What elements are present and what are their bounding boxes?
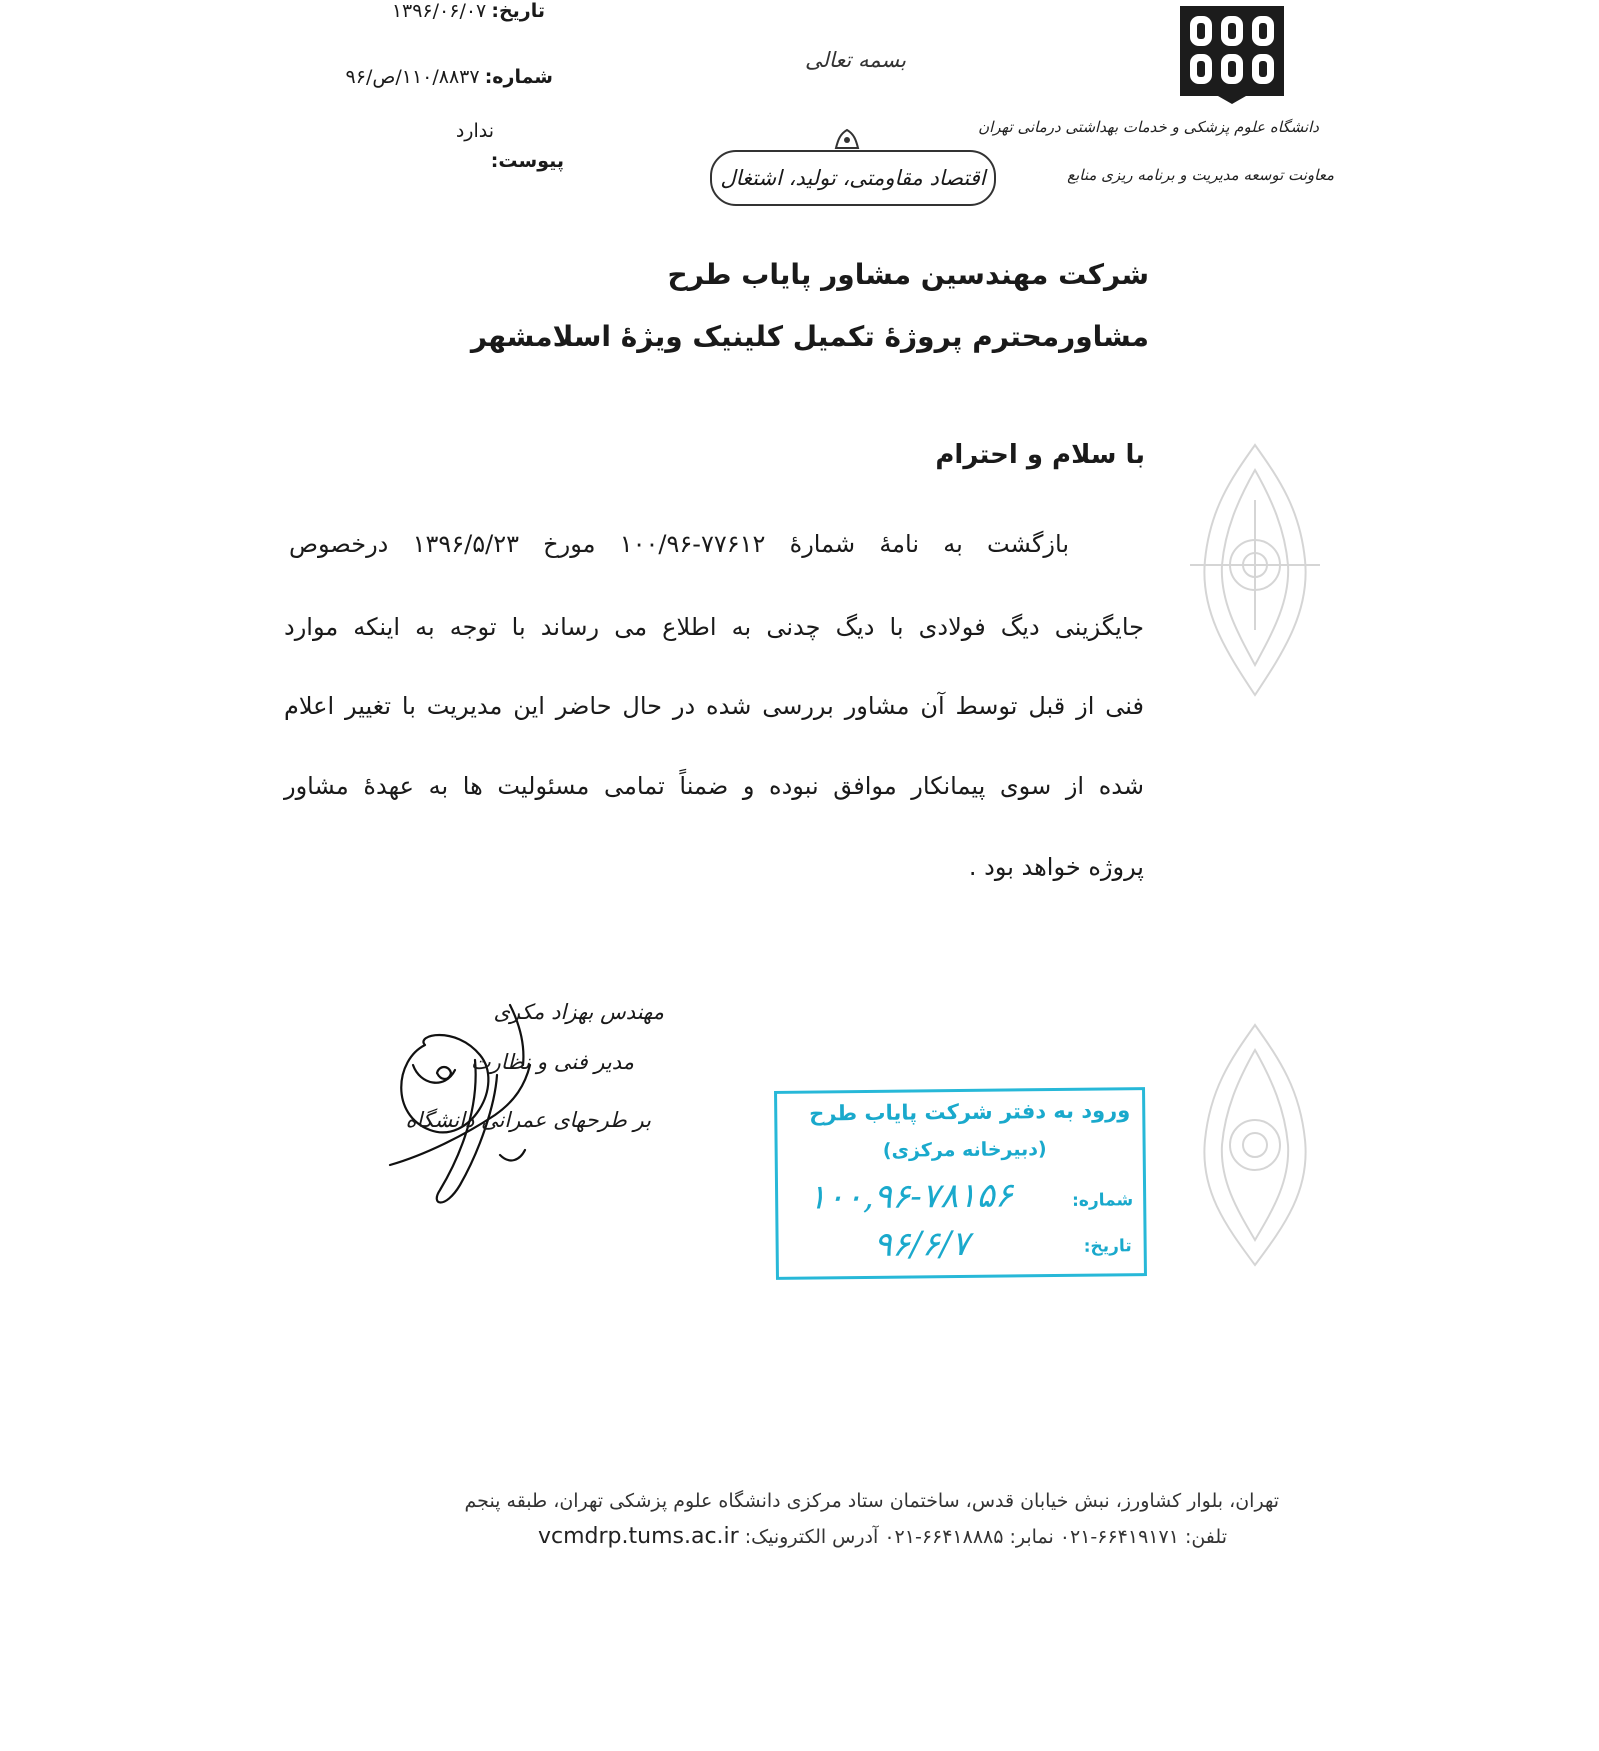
watermark-ornament-top [1170,440,1340,700]
body-line-5: پروژه خواهد بود . [968,853,1144,881]
stamp-subtitle: (دبیرخانه مرکزی) [882,1138,1047,1162]
recipient-company: شرکت مهندسین مشاور پایاب طرح [667,258,1149,291]
footer-phone-fax: تلفن: ۶۶۴۱۹۱۷۱-۰۲۱ نمابر: ۶۶۴۱۸۸۸۵-۰۲۱ آدرس الکترونیک: [744,1526,1227,1548]
footer-contact [538,1524,1227,1549]
slogan-banner [710,150,996,206]
motto-ornament-icon [832,128,862,150]
body-line-3: فنی از قبل توسط آن مشاور بررسی شده در حال حاضر این مدیریت با تغییر اعلام [284,692,1144,720]
university-logo [1178,4,1286,104]
receipt-stamp [774,1087,1147,1280]
date-row [392,0,545,22]
footer-address: تهران، بلوار کشاورز، نبش خیابان قدس، ساختمان ستاد مرکزی دانشگاه علوم پزشکی تهران، طبقه پنجم [464,1490,1279,1512]
signer-title: مدیر فنی و نظارت [470,1050,634,1074]
greeting: با سلام و احترام [935,440,1145,470]
stamp-date-label: تاریخ: [1083,1236,1132,1257]
letter-number-row [346,66,553,88]
number-label: شماره: [484,66,553,88]
org-deputy-line: معاونت توسعه مدیریت و برنامه ریزی منابع [1067,166,1334,184]
attachment-label: پیوست: [490,150,564,172]
stamp-number-label: شماره: [1071,1190,1134,1211]
bismillah: بسمه تعالی [805,48,906,72]
stamp-number-value: ۱۰۰,۹۶-۷۸۱۵۶ [807,1175,1014,1218]
body-line-4: شده از سوی پیمانکار موافق نبوده و ضمناً تمامی مسئولیت ها به عهدۀ مشاور [284,772,1144,800]
stamp-title: ورود به دفتر شرکت پایاب طرح [809,1098,1131,1126]
slogan-text: اقتصاد مقاومتی، تولید، اشتغال [720,166,986,190]
signer-name: مهندس بهزاد مکری [493,1000,664,1024]
date-value: ۱۳۹۶/۰۶/۰۷ [391,0,487,22]
stamp-date-value: ۹۶/۶/۷ [873,1223,970,1265]
signer-department: بر طرحهای عمرانی دانشگاه [405,1108,651,1132]
attachment-value: ندارد [455,120,494,142]
number-value: ۱۱۰/۸۸۳۷/ص/۹۶ [345,66,480,88]
footer-website: vcmdrp.tums.ac.ir [538,1524,739,1549]
body-line-1: بازگشت به نامۀ شمارۀ ۷۷۶۱۲-۱۰۰/۹۶ مورخ ۱۳۹۶/۵/۲۳ درخصوص [289,530,1070,558]
body-line-2: جایگزینی دیگ فولادی با دیگ چدنی به اطلاع می رساند با توجه به اینکه موارد [284,613,1144,641]
recipient-role: مشاورمحترم پروژۀ تکمیل کلینیک ویژۀ اسلامشهر [470,320,1149,353]
org-name-line: دانشگاه علوم پزشکی و خدمات بهداشتی درمانی تهران [978,118,1319,136]
date-label: تاریخ: [491,0,545,22]
watermark-ornament-bottom [1170,1020,1340,1270]
